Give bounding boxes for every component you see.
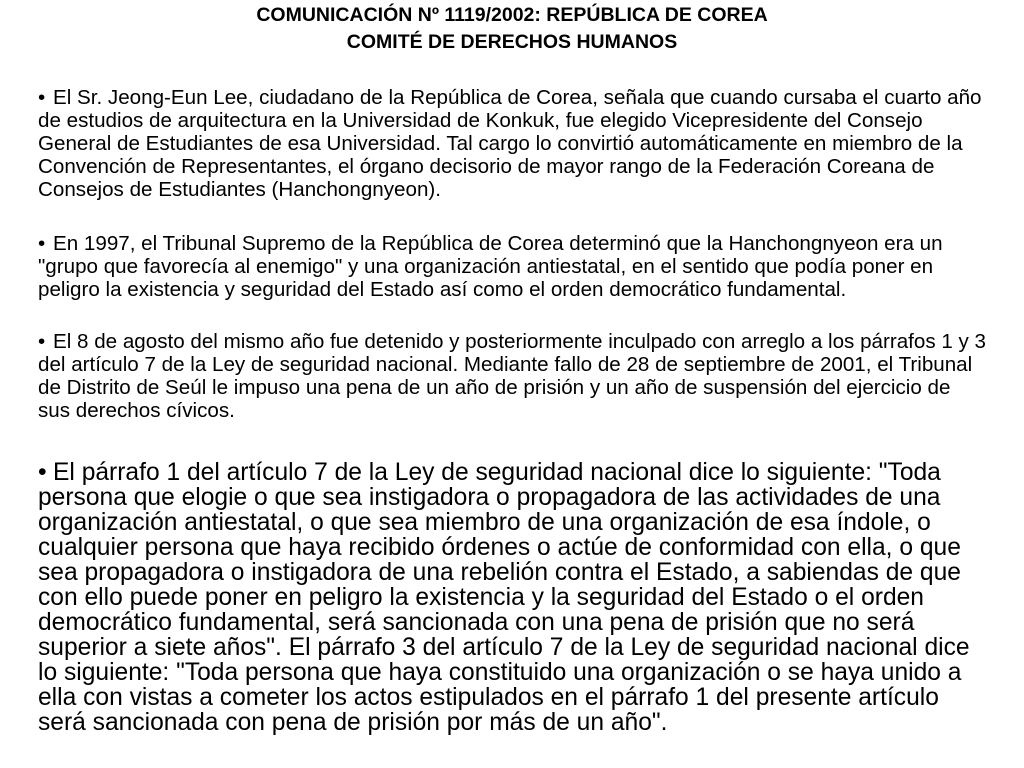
paragraph-text: El Sr. Jeong-Eun Lee, ciudadano de la República de Corea, señala que cuando cursaba el cuarto año de estudios de arquitectura en la Universidad de Konkuk, fue elegido Vicepresidente del Consejo General de Estudiantes de esa Universidad. Tal cargo lo convirtió automáticamente en miembro de la Convención de Representantes, el órgano decisorio de mayor rango de la Federación Coreana de Consejos de Estudiantes (Hanchongnyeon). [38, 86, 982, 201]
paragraph-3 [38, 330, 988, 422]
bullet-icon: • [38, 86, 46, 109]
paragraph-4 [38, 460, 988, 735]
bullet-icon: • [38, 330, 46, 353]
page-subtitle: COMITÉ DE DERECHOS HUMANOS [346, 31, 678, 53]
paragraph-text: En 1997, el Tribunal Supremo de la República de Corea determinó que la Hanchongnyeon era un "grupo que favorecía al enemigo" y una organización antiestatal, en el sentido que podía poner en peligro la existencia y seguridad del Estado así como el orden democrático fundamental. [38, 232, 943, 301]
bullet-icon: • [38, 459, 47, 486]
paragraph-text: El párrafo 1 del artículo 7 de la Ley de seguridad nacional dice lo siguiente: "Toda persona que elogie o que sea instigadora o propagadora de las actividades de una organización antiestatal, o que sea miembro de una organización de esa índole, o cualquier persona que haya recibido órdenes o actúe de conformidad con ella, o que sea propagadora o instigadora de una rebelión contra el Estado, a sabiendas de que con ello puede poner en peligro la existencia y la seguridad del Estado o el orden democrático fundamental, será sancionada con una pena de prisión que no será superior a siete años". El párrafo 3 del artículo 7 de la Ley de seguridad nacional dice lo siguiente: "Toda persona que haya constituido una organización o se haya unido a ella con vistas a cometer los actos estipulados en el párrafo 1 del presente artículo será sancionada con pena de prisión por más de un año". [38, 459, 970, 736]
paragraph-text: El 8 de agosto del mismo año fue detenido y posteriormente inculpado con arreglo a los párrafos 1 y 3 del artículo 7 de la Ley de seguridad nacional. Mediante fallo de 28 de septiembre de 2001, el Tribunal de Distrito de Seúl le impuso una pena de un año de prisión y un año de suspensión del ejercicio de sus derechos cívicos. [38, 330, 986, 422]
paragraph-1 [38, 86, 988, 201]
paragraph-2 [38, 232, 988, 301]
bullet-icon: • [38, 232, 46, 255]
page-title: COMUNICACIÓN Nº 1119/2002: REPÚBLICA DE COREA [256, 4, 768, 26]
